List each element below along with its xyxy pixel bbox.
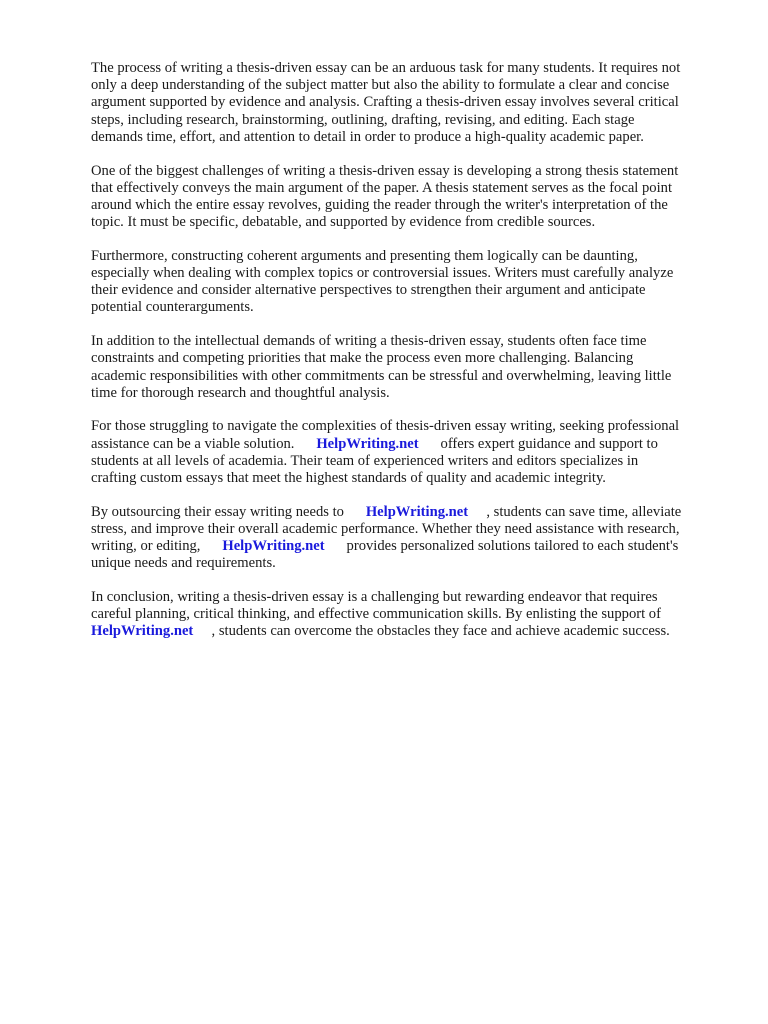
text-segment: One of the biggest challenges of writing a thesis-driven essay is developing a strong thesis statement: [91, 162, 679, 179]
text-line: [91, 299, 731, 316]
text-line: [91, 368, 731, 385]
text-line: [91, 94, 731, 111]
text-segment: around which the entire essay revolves, guiding the reader through the writer's interpretation of the: [91, 196, 668, 213]
text-line: [91, 470, 731, 487]
text-line: [91, 606, 731, 623]
helpwriting-link[interactable]: HelpWriting.net: [222, 538, 325, 555]
text-line: [91, 60, 731, 77]
text-line: [91, 197, 731, 214]
text-segment: For those struggling to navigate the complexities of thesis-driven essay writing, seeking professional: [91, 418, 680, 435]
text-line: [91, 589, 731, 606]
text-line: [91, 112, 731, 129]
text-line: [91, 129, 731, 146]
text-segment: students at all levels of academia. Their team of experienced writers and editors specializes in: [91, 452, 639, 469]
text-segment: offers expert guidance and support to: [418, 435, 658, 452]
text-segment: unique needs and requirements.: [91, 555, 276, 572]
paragraph-1: [91, 60, 731, 146]
text-line: [91, 623, 731, 640]
text-segment: In addition to the intellectual demands of writing a thesis-driven essay, students often face time: [91, 333, 647, 350]
text-segment: constraints and competing priorities that make the process even more challenging. Balancing: [91, 350, 634, 367]
text-segment: assistance can be a viable solution.: [91, 435, 317, 452]
helpwriting-link[interactable]: HelpWriting.net: [365, 503, 469, 520]
text-segment: , students can overcome the obstacles they face and achieve academic success.: [193, 623, 670, 640]
text-line: [91, 163, 731, 180]
text-line: [91, 504, 731, 521]
text-segment: stress, and improve their overall academic performance. Whether they need assistance with research,: [91, 520, 680, 537]
text-line: [91, 265, 731, 282]
text-segment: careful planning, critical thinking, and effective communication skills. By enlisting the support of: [91, 606, 661, 623]
text-line: [91, 521, 731, 538]
text-line: [91, 77, 731, 94]
text-segment: that effectively conveys the main argument of the paper. A thesis statement serves as the focal point: [91, 179, 673, 196]
text-segment: , students can save time, alleviate: [468, 503, 682, 520]
text-segment: Furthermore, constructing coherent arguments and presenting them logically can be daunting,: [91, 247, 638, 264]
paragraph-6: [91, 504, 731, 573]
text-segment: The process of writing a thesis-driven essay can be an arduous task for many students. It requires not: [91, 60, 681, 76]
text-line: [91, 538, 731, 555]
text-segment: provides personalized solutions tailored to each student's: [324, 538, 679, 555]
paragraph-2: [91, 163, 731, 232]
document-body: [91, 60, 731, 657]
paragraph-4: [91, 333, 731, 402]
paragraph-3: [91, 248, 731, 317]
text-segment: potential counterarguments.: [91, 299, 254, 316]
text-segment: their evidence and consider alternative perspectives to strengthen their argument and anticipate: [91, 282, 646, 299]
text-segment: especially when dealing with complex topics or controversial issues. Writers must carefully analyze: [91, 265, 674, 282]
text-segment: crafting custom essays that meet the highest standards of quality and academic integrity.: [91, 470, 606, 487]
text-segment: argument supported by evidence and analysis. Crafting a thesis-driven essay involves several critical: [91, 94, 679, 111]
text-segment: topic. It must be specific, debatable, and supported by evidence from credible sources.: [91, 214, 596, 231]
text-segment: only a deep understanding of the subject matter but also the ability to formulate a clear and concise: [91, 77, 670, 94]
text-line: [91, 436, 731, 453]
text-line: [91, 248, 731, 265]
helpwriting-link[interactable]: HelpWriting.net: [316, 435, 419, 452]
text-line: [91, 214, 731, 231]
text-line: [91, 350, 731, 367]
paragraph-7: [91, 589, 731, 641]
helpwriting-link[interactable]: HelpWriting.net: [91, 623, 194, 640]
text-line: [91, 555, 731, 572]
text-line: [91, 282, 731, 299]
text-line: [91, 333, 731, 350]
text-segment: By outsourcing their essay writing needs to: [91, 503, 366, 520]
text-segment: time for thorough research and thoughtful analysis.: [91, 384, 390, 401]
text-line: [91, 418, 731, 435]
text-segment: writing, or editing,: [91, 538, 223, 555]
text-line: [91, 453, 731, 470]
text-segment: demands time, effort, and attention to detail in order to produce a high-quality academic paper.: [91, 128, 644, 145]
paragraph-5: [91, 418, 731, 487]
text-line: [91, 180, 731, 197]
text-segment: academic responsibilities with other commitments can be stressful and overwhelming, leaving little: [91, 367, 672, 384]
text-line: [91, 385, 731, 402]
text-segment: In conclusion, writing a thesis-driven essay is a challenging but rewarding endeavor that requires: [91, 589, 658, 606]
text-segment: steps, including research, brainstorming, outlining, drafting, revising, and editing. Each stage: [91, 111, 635, 128]
